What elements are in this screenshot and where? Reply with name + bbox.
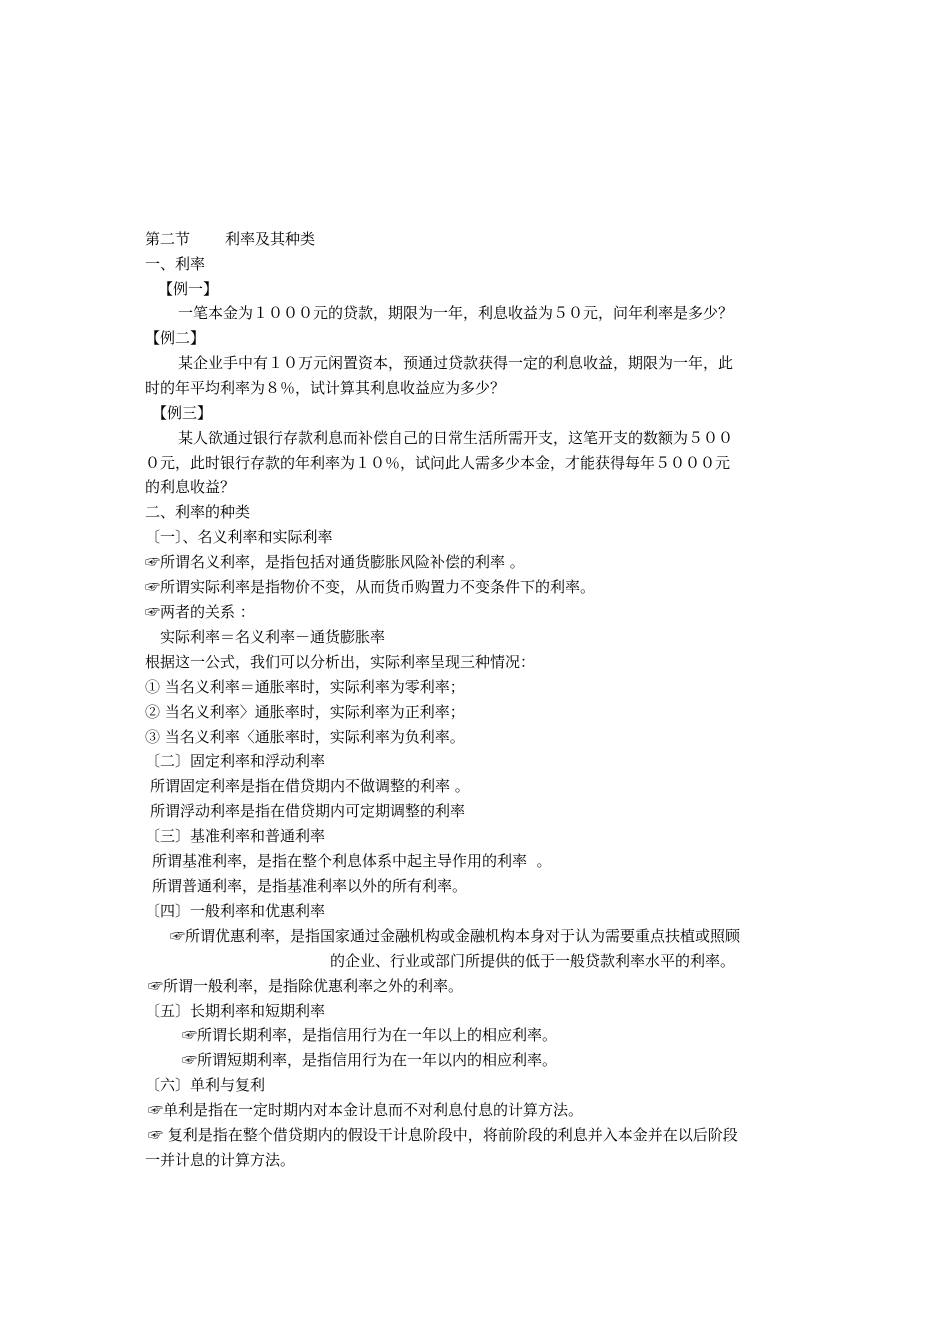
- part1-title: 一、利率: [145, 255, 206, 273]
- formula: 实际利率＝名义利率－通货膨胀率: [160, 628, 386, 646]
- part2-title: 二、利率的种类: [145, 503, 251, 521]
- case-1: ① 当名义利率＝通胀率时，实际利率为零利率；: [145, 678, 465, 696]
- subsection6-bullet-2-line-2: 一并计息的计算方法。: [145, 1151, 296, 1169]
- example3-line-2: ０元，此时银行存款的年利率为１０％，试问此人需多少本金，才能获得每年５０００元: [145, 454, 731, 472]
- example1-text: 一笔本金为１０００元的贷款，期限为一年，利息收益为５０元，问年利率是多少？: [178, 304, 734, 322]
- subsection1-bullet-1: ☞所谓名义利率，是指包括对通货膨胀风险补偿的利率 。: [145, 553, 525, 571]
- example2-label: 【例二】: [145, 329, 206, 347]
- example3-line-3: 的利息收益？: [145, 478, 236, 496]
- subsection2-title: 〔二〕固定利率和浮动利率: [145, 752, 326, 770]
- subsection5-bullet-2: ☞所谓短期利率，是指信用行为在一年以内的相应利率。: [182, 1051, 558, 1069]
- example2-line-1: 某企业手中有１０万元闲置资本，预通过贷款获得一定的利息收益，期限为一年，此: [178, 354, 734, 372]
- subsection3-bullet-1: 所谓基准利率，是指在整个利息体系中起主导作用的利率 。: [152, 852, 552, 870]
- subsection6-title: 〔六〕单利与复利: [145, 1076, 266, 1094]
- example3-label: 【例三】: [152, 404, 213, 422]
- subsection4-bullet-1-line-1: ☞所谓优惠利率，是指国家通过金融机构或金融机构本身对于认为需要重点扶植或照顾: [170, 927, 741, 945]
- subsection6-bullet-1: ☞单利是指在一定时期内对本金计息而不对利息付息的计算方法。: [148, 1101, 584, 1119]
- subsection2-bullet-2: 所谓浮动利率是指在借贷期内可定期调整的利率: [150, 802, 466, 820]
- subsection1-bullet-2: ☞所谓实际利率是指物价不变，从而货币购置力不变条件下的利率。: [145, 578, 596, 596]
- subsection4-bullet-2: ☞所谓一般利率，是指除优惠利率之外的利率。: [148, 977, 464, 995]
- subsection1-title: 〔一〕、名义利率和实际利率: [145, 528, 333, 546]
- subsection3-title: 〔三〕基准利率和普通利率: [145, 827, 326, 845]
- section-title: 利率及其种类: [225, 230, 316, 248]
- subsection2-bullet-1: 所谓固定利率是指在借贷期内不做调整的利率 。: [150, 777, 470, 795]
- subsection3-bullet-2: 所谓普通利率，是指基准利率以外的所有利率。: [152, 877, 468, 895]
- section-number: 第二节: [145, 230, 191, 248]
- example3-line-1: 某人欲通过银行存款利息而补偿自己的日常生活所需开支，这笔开支的数额为５００: [178, 429, 734, 447]
- subsection5-bullet-1: ☞所谓长期利率，是指信用行为在一年以上的相应利率。: [182, 1026, 558, 1044]
- subsection1-bullet-3: ☞两者的关系 ：: [145, 603, 255, 621]
- analysis-text: 根据这一公式，我们可以分析出，实际利率呈现三种情况：: [145, 653, 536, 671]
- subsection6-bullet-2-line-1: ☞ 复利是指在整个借贷期内的假设干计息阶段中，将前阶段的利息并入本金并在以后阶段: [148, 1126, 738, 1144]
- subsection5-title: 〔五〕长期利率和短期利率: [145, 1002, 326, 1020]
- case-3: ③ 当名义利率〈通胀率时，实际利率为负利率。: [145, 728, 465, 746]
- subsection4-title: 〔四〕一般利率和优惠利率: [145, 902, 326, 920]
- subsection4-bullet-1-line-2: 的企业、行业或部门所提供的低于一般贷款利率水平的利率。: [330, 952, 736, 970]
- case-2: ② 当名义利率〉通胀率时，实际利率为正利率；: [145, 703, 465, 721]
- example1-label: 【例一】: [158, 280, 219, 298]
- example2-line-2: 时的年平均利率为８％，试计算其利息收益应为多少？: [145, 379, 506, 397]
